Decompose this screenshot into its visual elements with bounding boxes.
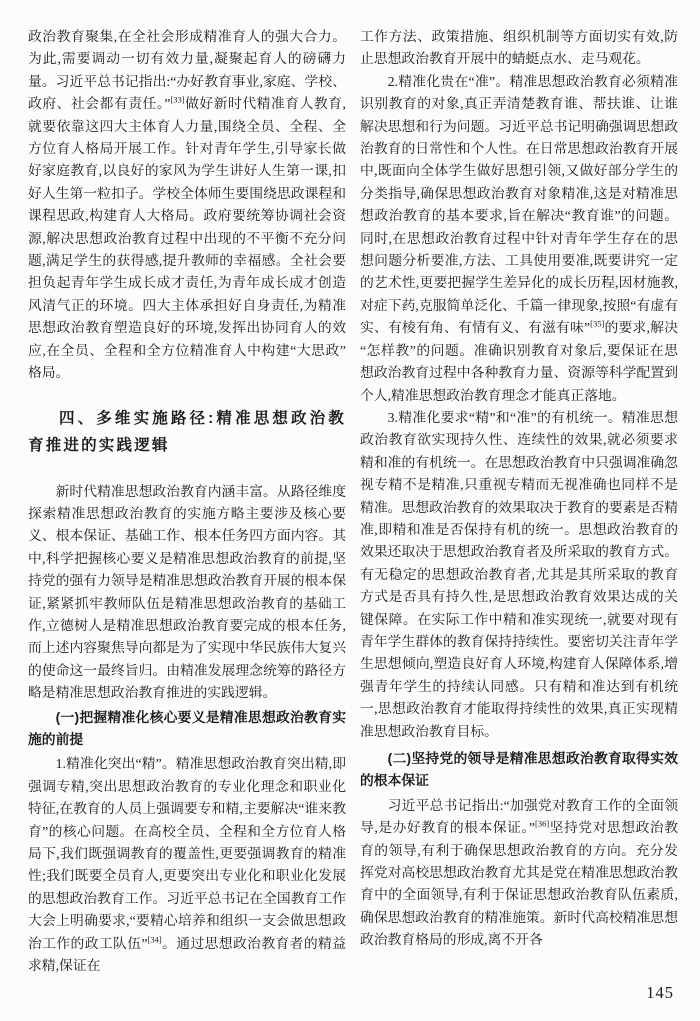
subheading-two: (二)坚持党的领导是精准思想政治教育取得实效的根本保证 (360, 751, 678, 789)
footnote-ref-36: [36] (534, 818, 550, 829)
footnote-ref-34: [34] (147, 934, 162, 945)
footnote-ref-33: [33] (170, 94, 185, 105)
paragraph-point1-jing (28, 753, 346, 977)
right-column (360, 26, 678, 977)
paragraph-text: 坚持党对思想政治教育的领导,有利于确保思想政治教育的方向。充分发挥党对高校思想政治教育尤其是党在精准思想政治教育中的全面领导,有利于保证思想政治教育队伍素质,确保思想政治教育的精准施策。新时代高校精准思想政治教育格局的形成,离不开各 (360, 820, 678, 948)
paragraph-text: 的要求,解决“怎样教”的问题。准确识别教育对象后,要保证在思想政治教育过程中各种教育力量、资源等科学配置到个人,精准思想政治教育理念才能真正落地。 (360, 320, 679, 403)
paragraph-point3-unity: 3.精准化要求“精”和“准”的有机统一。精准思想政治教育欲实现持久性、连续性的效果,就必须要求精和准的有机统一。在思想政治教育中只强调准确忽视专精不是精准,只重视专精而无视准确也同样不是精准。思想政治教育的效果取决于教育的要素是否精准,即精和准是否保持有机的统一。思想政治教育的效果还取决于思想政治教育者及所采取的教育方式。有无稳定的思想政治教育者,尤其是其所采取的教育方式是否具有持久性,是思想政治教育效果达成的关键保障。在实际工作中精和准实现统一,就要对现有青年学生群体的教育保持持续性。要密切关注青年学生思想倾向,塑造良好育人环境,构建育人保障体系,增强青年学生的持续认同感。只有精和准达到有机统一,思想政治教育才能取得持续性的效果,真正实现精准思想政治教育目标。 (360, 409, 678, 739)
paragraph-point1-continuation: 工作方法、政策措施、组织机制等方面切实有效,防止思想政治教育开展中的蜻蜓点水、走马观花。 (360, 29, 678, 67)
paragraph-party-leadership (360, 795, 678, 952)
paragraph-text: 。通过思想政治教育者的精益求精,保证在 (28, 935, 347, 974)
page-number: 145 (646, 983, 674, 1002)
paragraph-text: 2.精准化贵在“准”。精准思想政治教育必须精准识别教育的对象,真正弄清楚教育谁、帮扶谁、让谁解决思想和行为问题。习近平总书记明确强调思想政治教育的日常性和个人性。在日常思想政治教育开展中,既面向全体学生做好思想引领,又做好部分学生的分类指导,确保思想政治教育对象精准,这是对精准思想政治教育的基本要求,旨在解决“教育谁”的问题。同时,在思想政治教育过程中针对青年学生存在的思想问题分析要准,方法、工具使用要准,既要讲究一定的艺术性,更要把握学生差异化的成长历程,因材施教,对症下药,克服简单泛化、千篇一律现象,按照“有虚有实、有棱有角、有情有义、有滋有味” (360, 73, 678, 336)
paragraph-text: 做好新时代精准育人教育,就要依靠这四大主体育人力量,围绕全员、全程、全方位育人格局开展工作。针对青年学生,引导家长做好家庭教育,以良好的家风为学生讲好人生第一课,扣好人生第一粒扣子。学校全体师生要围绕思政课程和课程思政,构建育人大格局。政府要统筹协调社会资源,解决思想政治教育过程中出现的不平衡不充分问题,满足学生的获得感,提升教师的幸福感。全社会要担负起青年学生成长成才责任,为青年成长成才创造风清气正的环境。四大主体承担好自身责任,为精准思想政治教育塑造良好的环境,发挥出协同育人的效应,在全员、全程和全方位精准育人中构建“大思政”格局。 (28, 96, 346, 381)
paragraph-text: 习近平总书记指出:“加强党对教育工作的全面领导,是办好教育的根本保证。” (360, 797, 678, 836)
paragraph-text: 1.精准化突出“精”。精准思想政治教育突出精,即强调专精,突出思想政治教育的专业化理念和职业化特征,在教育的人员上强调要专和精,主要解决“谁来教育”的核心问题。在高校全员、全程和全方位育人格局下,我们既强调教育的覆盖性,更要强调教育的精准性;我们既要全员育人,更要突出专业化和职业化发展的思想政治教育工作。习近平总书记在全国教育工作大会上明确要求,“要精心培养和组织一支会做思想政治工作的政工队伍” (28, 756, 346, 951)
subheading-one: (一)把握精准化核心要义是精准思想政治教育实施的前提 (28, 709, 346, 747)
paragraph-overview: 新时代精准思想政治教育内涵丰富。从路径维度探索精准思想政治教育的实施方略主要涉及核心要义、根本保证、基础工作、根本任务四方面内容。其中,科学把握核心要义是精准思想政治教育的前提,坚持党的强有力领导是精准思想政治教育开展的根本保证,紧紧抓牢教师队伍是精准思想政治教育的基础工作,立德树人是精准思想政治教育要完成的根本任务,而上述内容聚焦导向都是为了实现中华民族伟大复兴的使命这一最终旨归。由精准发展理念统筹的路径方略是精准思想政治教育推进的实践逻辑。 (28, 483, 346, 701)
paragraph-synergy-continuation (28, 26, 346, 385)
footnote-ref-35: [35] (590, 318, 605, 329)
section-heading-part4: 四、多维实施路径:精准思想政治教育推进的实践逻辑 (28, 409, 346, 454)
paragraph-point2-zhun (360, 71, 678, 407)
left-column (28, 26, 346, 977)
paragraph-text: 政治教育聚集,在全社会形成精准育人的强大合力。为此,需要调动一切有效力量,凝聚起育人的磅礴力量。习近平总书记指出:“办好教育事业,家庭、学校、政府、社会都有责任。” (28, 29, 346, 112)
